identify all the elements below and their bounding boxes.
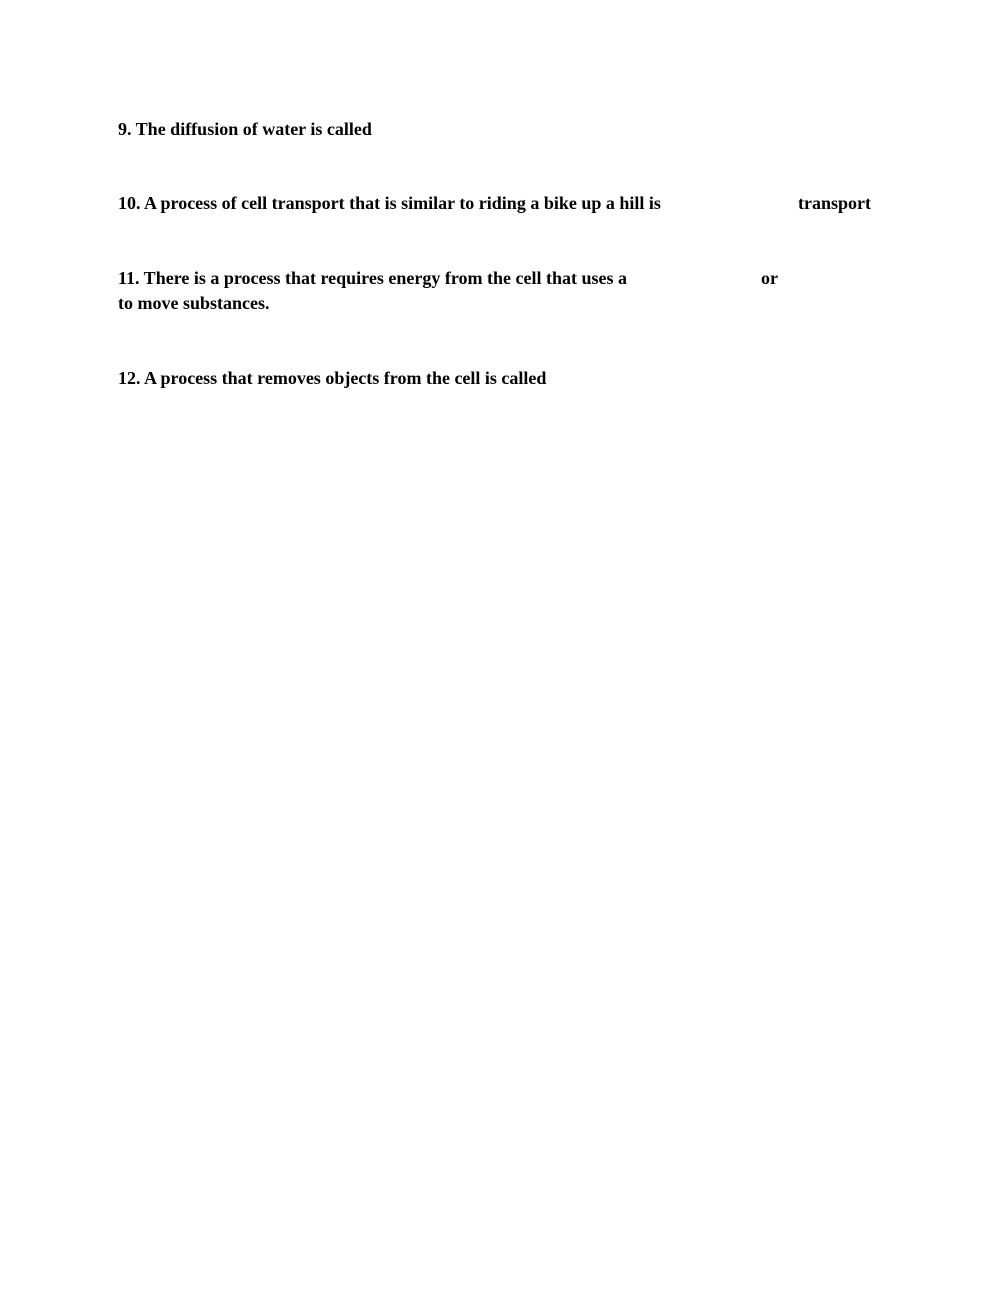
question-10: 10. A process of cell transport that is similar to riding a bike up a hill is <box>118 193 661 213</box>
question-11-line-2: to move substances. <box>118 293 270 313</box>
question-9: 9. The diffusion of water is called <box>118 119 372 139</box>
question-12: 12. A process that removes objects from the cell is called <box>118 368 547 388</box>
question-10-after-blank: transport <box>798 193 871 213</box>
question-11: 11. There is a process that requires energy from the cell that uses a <box>118 268 627 288</box>
question-11-between-blanks: or <box>761 268 778 288</box>
